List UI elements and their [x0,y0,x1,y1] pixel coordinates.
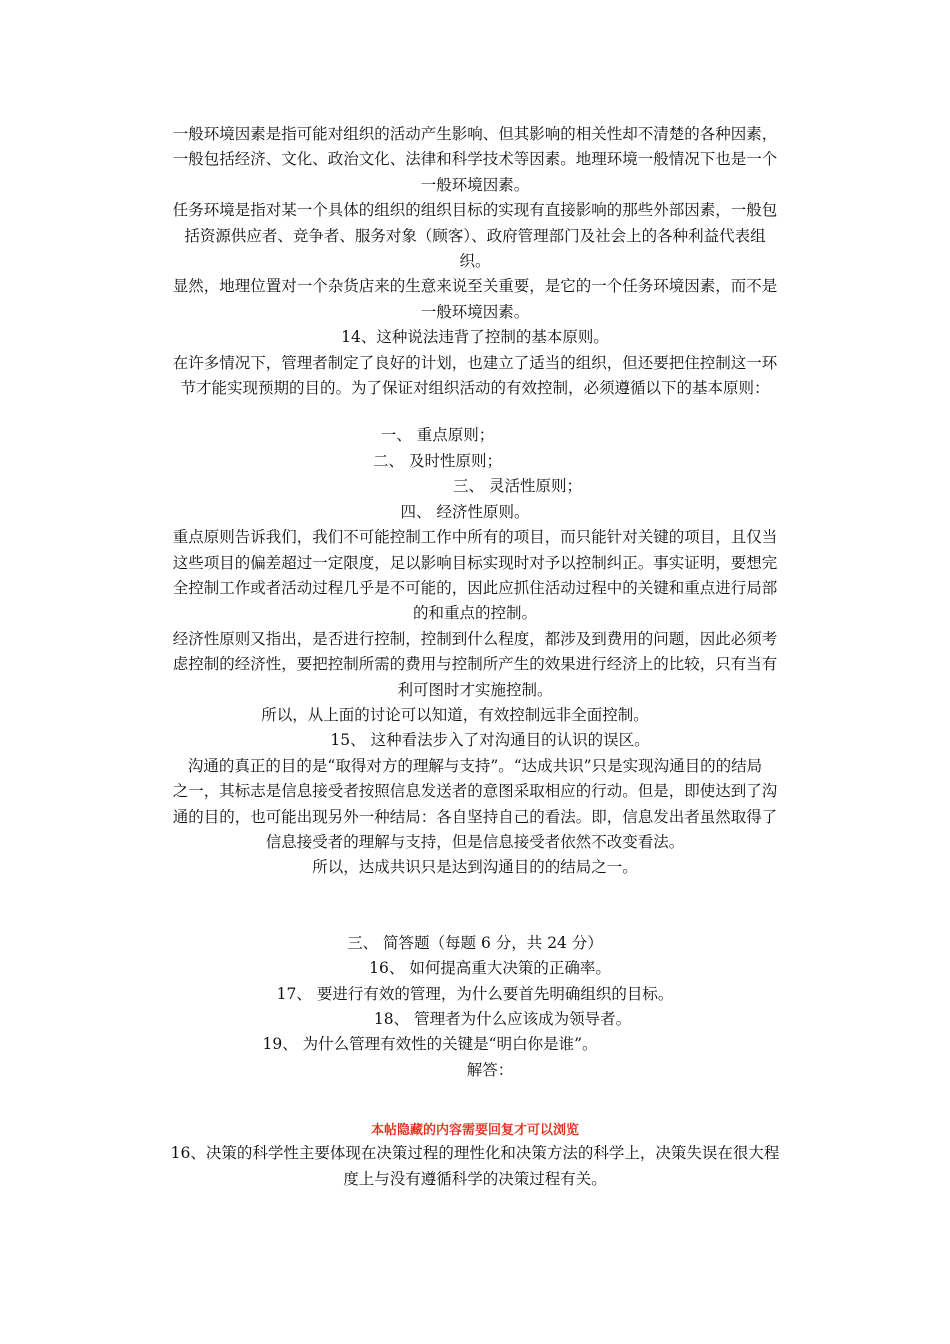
paragraph-general-environment: 一般环境因素是指可能对组织的活动产生影响、但其影响的相关性却不清楚的各种因素， 一般包括经济、文化、政治文化、法律和科学技术等因素。地理环境一般情况下也是一个 一般环境因素。 [172,125,778,194]
principle-1: 一、 重点原则； [380,426,495,445]
paragraph-economy-principle: 经济性原则又指出，是否进行控制，控制到什么程度，都涉及到费用的问题，因此必须考 虑控制的经济性，要把控制所需的费用与控制所产生的效果进行经济上的比较，只有当有 利可图时才实施控制。 [172,629,778,699]
conclusion-14: 所以，从上面的讨论可以知道，有效控制远非全面控制。 [261,705,649,724]
question-19: 19、 为什么管理有效性的关键是“明白你是谁”。 [262,1035,598,1054]
document-body [147,122,803,1192]
hidden-content-notice: 本帖隐藏的内容需要回复才可以浏览 [370,1123,579,1139]
question-17: 17、 要进行有效的管理，为什么要首先明确组织的目标。 [276,984,674,1003]
answer-label: 解答： [466,1060,514,1079]
paragraph-task-environment: 任务环境是指对某一个具体的组织的组织目标的实现有直接影响的那些外部因素，一般包 括资源供应者、竞争者、服务对象（顾客）、政府管理部门及社会上的各种利益代表组 织。 [172,201,778,271]
principle-4: 四、 经济性原则。 [400,502,530,521]
paragraph-control-principles: 在许多情况下，管理者制定了良好的计划，也建立了适当的组织，但还要把住控制这一环 节才能实现预期的目的。为了保证对组织活动的有效控制，必须遵循以下的基本原则： [172,353,778,398]
paragraph-key-point-principle: 重点原则告诉我们，我们不可能控制工作中所有的项目，而只能针对关键的项目，且仅当 这些项目的偏差超过一定限度，足以影响目标实现时对予以控制纠正。事实证明，要想完 全控制工作或者活动过程几乎是不可能的，因此应抓住活动过程中的关键和重点进行局部 的和重点的控制。 [172,528,778,623]
paragraph-geography: 显然，地理位置对一个杂货店来的生意来说至关重要，是它的一个任务环境因素，而不是 一般环境因素。 [172,277,778,321]
answer-15-heading: 15、 这种看法步入了对沟通目的认识的误区。 [330,731,650,750]
principle-2: 二、 及时性原则； [373,451,502,470]
question-16: 16、 如何提高重大决策的正确率。 [369,959,611,978]
section-3-heading: 三、 简答题（每题 6 分，共 24 分） [347,933,603,952]
principle-3: 三、 灵活性原则； [453,477,582,496]
answer-16: 16、决策的科学性主要体现在决策过程的理性化和决策方法的科学上，决策失误在很大程 度上与没有遵循科学的决策过程有关。 [170,1144,780,1188]
conclusion-15: 所以，达成共识只是达到沟通目的的结局之一。 [312,858,638,877]
paragraph-communication: 沟通的真正的目的是“取得对方的理解与支持”。“达成共识”只是实现沟通目的的结局 之一，其标志是信息接受者按照信息发送者的意图采取相应的行动。但是，即使达到了沟 通的目的，也可能出现另外一种结局：各自坚持自己的看法。即，信息发出者虽然取得了 信息接受者的理解与支持，但是信息接受者依然不改变看法。 [172,756,778,851]
question-18: 18、 管理者为什么应该成为领导者。 [373,1010,632,1028]
answer-14-heading: 14、这种说法违背了控制的基本原则。 [341,328,609,347]
